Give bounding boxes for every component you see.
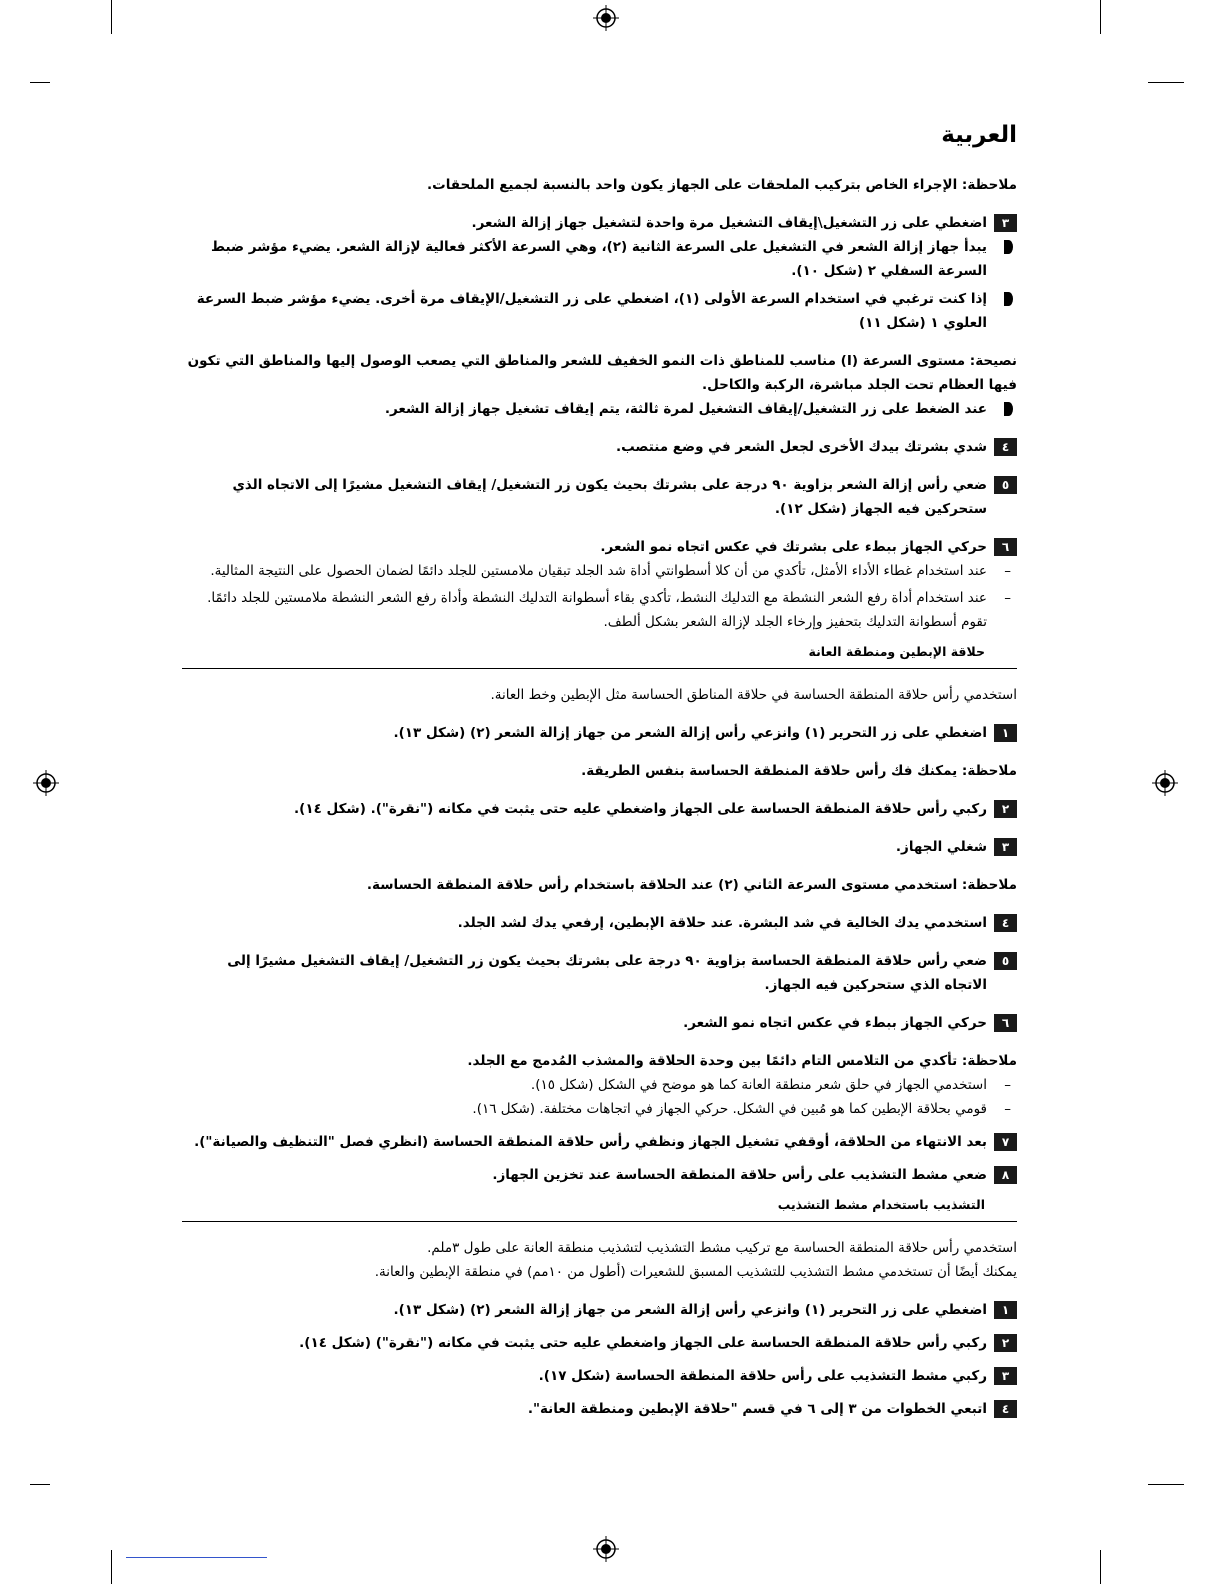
- step-number: ١: [994, 724, 1017, 742]
- tip-paragraph: نصيحة: مستوى السرعة (I) مناسب للمناطق ذات النمو الخفيف للشعر والمناطق التي يصعب الوصول إليها والمناطق التي تكون فيها العظام تحت الجلد مباشرة، الركبة والكاحل.: [187, 353, 1017, 393]
- step-number: ٦: [994, 1014, 1017, 1032]
- step-number: ٣: [994, 214, 1017, 232]
- crop-mark: [30, 82, 50, 83]
- step-text: اضغطي على زر التشغيل\إيقاف التشغيل مرة واحدة لتشغيل جهاز إزالة الشعر.: [471, 215, 987, 231]
- dash-item: – قومي بحلاقة الإبطين كما هو مُبين في الشكل. حركي الجهاز في اتجاهات مختلفة. (شكل ١٦).: [472, 1101, 1011, 1117]
- registration-mark-icon: [593, 5, 619, 31]
- step-number: ٥: [994, 476, 1017, 494]
- bullet-item: [182, 235, 1017, 283]
- step-text: ركبي رأس حلاقة المنطقة الحساسة على الجهاز واضغطي عليه حتى يثبت في مكانه ("نقرة") (شكل ١٤).: [299, 1335, 987, 1351]
- step-text: شدي بشرتك بيدك الأخرى لجعل الشعر في وضع منتصب.: [616, 439, 987, 455]
- section-intro: استخدمي رأس حلاقة المنطقة الحساسة مع تركيب مشط التشذيب لتشذيب منطقة العانة على طول ٣ملم.: [427, 1240, 1017, 1256]
- bullet-icon: [1004, 292, 1013, 306]
- crop-mark: [30, 1484, 50, 1485]
- step-5: [182, 473, 1017, 521]
- step-7: [182, 1130, 1017, 1154]
- step-5: [182, 949, 1017, 997]
- step-number: ٣: [994, 1367, 1017, 1385]
- crop-mark: [1148, 1484, 1184, 1485]
- step-6: [182, 1011, 1017, 1035]
- dash-text: استخدمي الجهاز في حلق شعر منطقة العانة كما هو موضح في الشكل (شكل ١٥).: [530, 1077, 987, 1093]
- step-3: [182, 1364, 1017, 1388]
- bullet-icon: [1004, 240, 1013, 254]
- step-2: [182, 797, 1017, 821]
- crop-mark: [111, 0, 112, 34]
- step-number: ٨: [994, 1166, 1017, 1184]
- step-text: بعد الانتهاء من الحلاقة، أوقفي تشغيل الجهاز ونظفي رأس حلاقة المنطقة الحساسة (انظري فصل "التنظيف والصيانة").: [194, 1134, 987, 1150]
- step-1: [182, 721, 1017, 745]
- step-number: ٦: [994, 538, 1017, 556]
- registration-mark-icon: [1152, 770, 1178, 796]
- step-text: اضغطي على زر التحرير (١) وانزعي رأس إزالة الشعر من جهاز إزالة الشعر (٢) (شكل ١٣).: [393, 725, 987, 741]
- dash-text: عند استخدام أداة رفع الشعر النشطة مع التدليك النشط، تأكدي بقاء أسطوانة التدليك النشطة وأداة رفع الشعر النشطة ملامستين للجلد دائمًا. تقوم أسطوانة التدليك بتحفيز وإرخاء الجلد لإزالة الشعر بشكل ألطف.: [207, 590, 987, 630]
- intro-note: ملاحظة: الإجراء الخاص بتركيب الملحقات على الجهاز يكون واحد بالنسبة لجميع الملحقات.: [427, 177, 1017, 193]
- step-4: [182, 435, 1017, 459]
- step-number: ٤: [994, 1400, 1017, 1418]
- step-6: [182, 535, 1017, 559]
- step-4: [182, 911, 1017, 935]
- step-text: استخدمي يدك الخالية في شد البشرة. عند حلاقة الإبطين، إرفعي يدك لشد الجلد.: [457, 915, 987, 931]
- section-intro: يمكنك أيضًا أن تستخدمي مشط التشذيب للتشذيب المسبق للشعيرات (أطول من ١٠مم) في منطقة الإبطين والعانة.: [374, 1264, 1017, 1280]
- dash-text: قومي بحلاقة الإبطين كما هو مُبين في الشكل. حركي الجهاز في اتجاهات مختلفة. (شكل ١٦).: [472, 1101, 987, 1117]
- step-number: ٧: [994, 1133, 1017, 1151]
- step-1: [182, 1298, 1017, 1322]
- step-number: ٤: [994, 438, 1017, 456]
- step-2: [182, 1331, 1017, 1355]
- step-number: ٢: [994, 800, 1017, 818]
- step-number: ٥: [994, 952, 1017, 970]
- note: ملاحظة: استخدمي مستوى السرعة الثاني (٢) عند الحلاقة باستخدام رأس حلاقة المنطقة الحساسة.: [366, 877, 1017, 893]
- step-text: اضغطي على زر التحرير (١) وانزعي رأس إزالة الشعر من جهاز إزالة الشعر (٢) (شكل ١٣).: [393, 1302, 987, 1318]
- bullet-text: إذا كنت ترغبي في استخدام السرعة الأولى (١)، اضغطي على زر التشغيل/الإيقاف مرة أخرى. يضيء مؤشر ضبط السرعة العلوي ١ (شكل ١١): [196, 291, 987, 331]
- step-text: حركي الجهاز ببطء في عكس اتجاه نمو الشعر.: [683, 1015, 987, 1031]
- footer-rule: [126, 1557, 267, 1558]
- bullet-text: يبدأ جهاز إزالة الشعر في التشغيل على السرعة الثانية (٢)، وهي السرعة الأكثر فعالية لإزالة الشعر. يضيء مؤشر ضبط السرعة السفلي ٢ (شكل ١٠).: [211, 239, 987, 279]
- bullet-text: عند الضغط على زر التشغيل/إيقاف التشغيل لمرة ثالثة، يتم إيقاف تشغيل جهاز إزالة الشعر.: [384, 401, 987, 417]
- step-text: شغلي الجهاز.: [895, 839, 987, 855]
- bullet-item: [182, 287, 1017, 335]
- step-3: [182, 211, 1017, 235]
- step-number: ٣: [994, 838, 1017, 856]
- page-content: [182, 122, 1017, 1421]
- page-title: العربية: [941, 122, 1017, 148]
- dash-item: – عند استخدام غطاء الأداء الأمثل، تأكدي من أن كلا أسطوانتي أداة شد الجلد تبقيان ملامستين للجلد دائمًا لضمان الحصول على النتيجة المثالية.: [210, 563, 1011, 579]
- dash-text: عند استخدام غطاء الأداء الأمثل، تأكدي من أن كلا أسطوانتي أداة شد الجلد تبقيان ملامستين للجلد دائمًا لضمان الحصول على النتيجة المثالية.: [210, 563, 987, 579]
- dash-item: – عند استخدام أداة رفع الشعر النشطة مع التدليك النشط، تأكدي بقاء أسطوانة التدليك النشطة وأداة رفع الشعر النشطة ملامستين للجلد دائمًا. تقوم أسطوانة التدليك بتحفيز وإرخاء الجلد لإزالة الشعر بشكل ألطف.: [207, 590, 1011, 630]
- step-number: ١: [994, 1301, 1017, 1319]
- step-number: ٢: [994, 1334, 1017, 1352]
- step-8: [182, 1163, 1017, 1187]
- step-text: حركي الجهاز ببطء على بشرتك في عكس اتجاه نمو الشعر.: [600, 539, 987, 555]
- step-number: ٤: [994, 914, 1017, 932]
- note: ملاحظة: تأكدي من التلامس التام دائمًا بين وحدة الحلاقة والمشذب المُدمج مع الجلد.: [467, 1053, 1017, 1069]
- section-heading: التشذيب باستخدام مشط التشذيب: [182, 1193, 1017, 1222]
- section-heading: حلاقة الإبطين ومنطقة العانة: [182, 640, 1017, 669]
- step-text: ضعي رأس إزالة الشعر بزاوية ٩٠ درجة على بشرتك بحيث يكون زر التشغيل/ إيقاف التشغيل مشيرًا إلى الاتجاه الذي ستحركين فيه الجهاز (شكل ١٢).: [232, 477, 987, 517]
- step-4: [182, 1397, 1017, 1421]
- step-text: ركبي رأس حلاقة المنطقة الحساسة على الجهاز واضغطي عليه حتى يثبت في مكانه ("نقرة"). (شكل ١٤).: [294, 801, 987, 817]
- dash-item: – استخدمي الجهاز في حلق شعر منطقة العانة كما هو موضح في الشكل (شكل ١٥).: [530, 1077, 1011, 1093]
- note: ملاحظة: يمكنك فك رأس حلاقة المنطقة الحساسة بنفس الطريقة.: [581, 763, 1017, 779]
- section-intro: استخدمي رأس حلاقة المنطقة الحساسة في حلاقة المناطق الحساسة مثل الإبطين وخط العانة.: [490, 687, 1017, 703]
- step-text: ضعي مشط التشذيب على رأس حلاقة المنطقة الحساسة عند تخزين الجهاز.: [492, 1167, 987, 1183]
- step-text: ركبي مشط التشذيب على رأس حلاقة المنطقة الحساسة (شكل ١٧).: [538, 1368, 987, 1384]
- step-3: [182, 835, 1017, 859]
- bullet-item: [182, 397, 1017, 421]
- crop-mark: [111, 1550, 112, 1584]
- crop-mark: [1100, 0, 1101, 34]
- crop-mark: [1148, 82, 1184, 83]
- step-text: ضعي رأس حلاقة المنطقة الحساسة بزاوية ٩٠ درجة على بشرتك بحيث يكون زر التشغيل/ إيقاف التشغيل مشيرًا إلى الاتجاه الذي ستحركين فيه الجهاز.: [227, 953, 987, 993]
- bullet-icon: [1004, 402, 1013, 416]
- registration-mark-icon: [593, 1536, 619, 1562]
- step-text: اتبعي الخطوات من ٣ إلى ٦ في قسم "حلاقة الإبطين ومنطقة العانة".: [527, 1401, 987, 1417]
- registration-mark-icon: [33, 770, 59, 796]
- crop-mark: [1100, 1550, 1101, 1584]
